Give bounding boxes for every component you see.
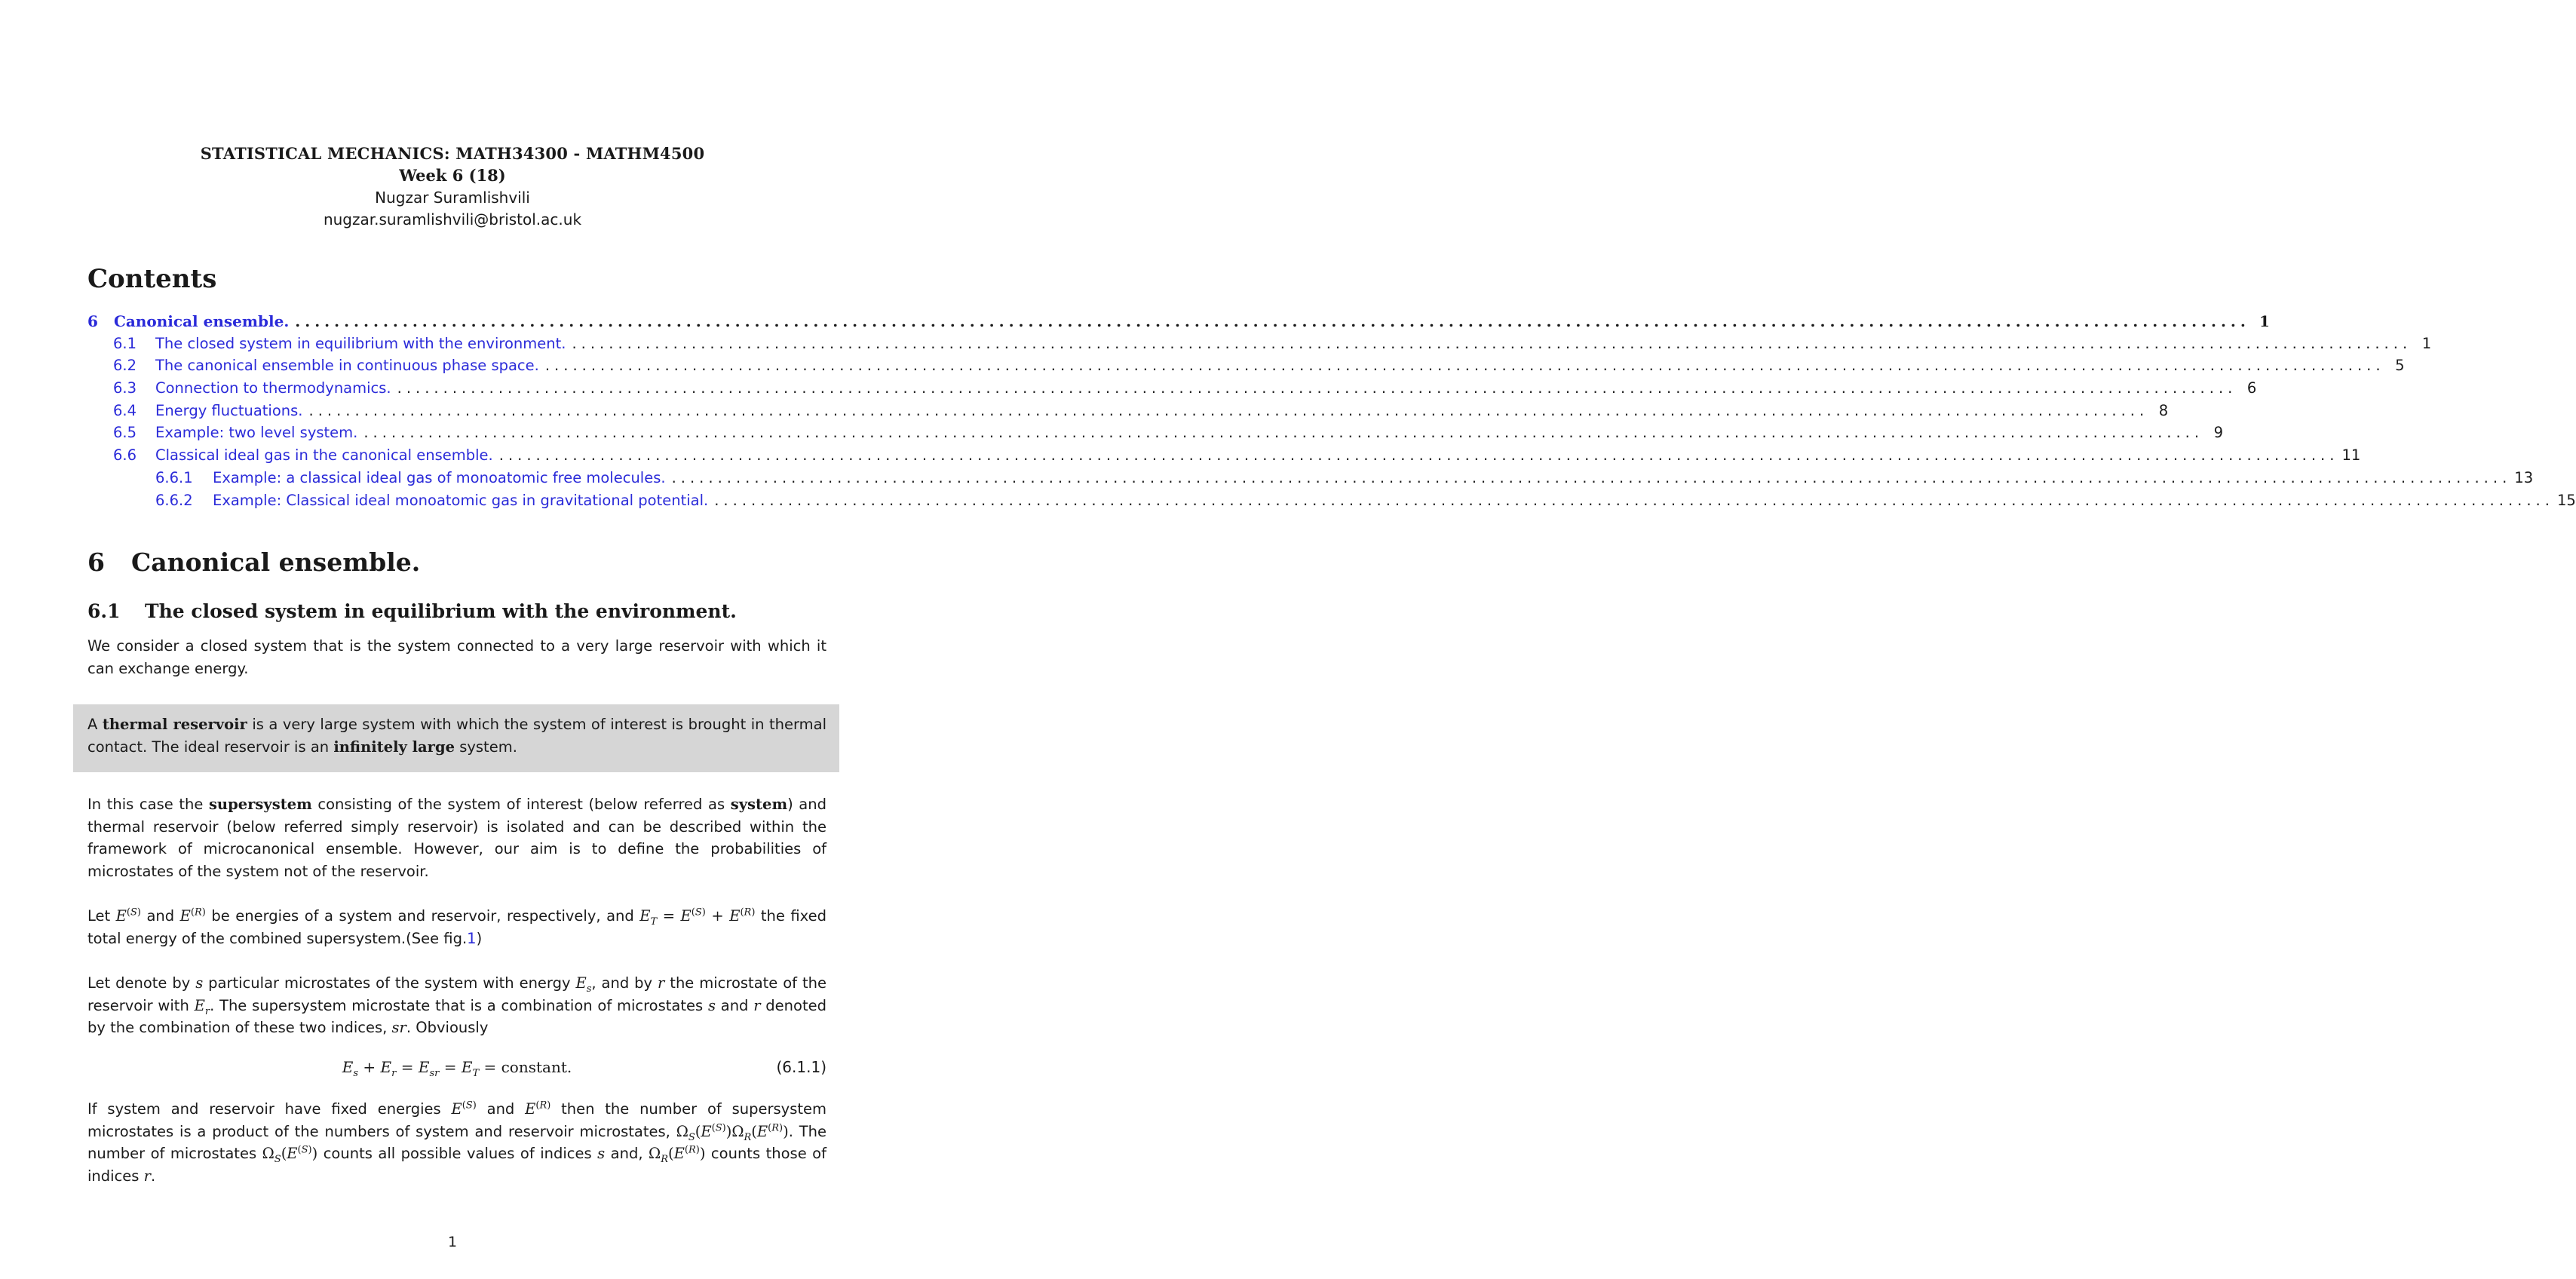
equation-constant: constant. xyxy=(501,1058,572,1076)
toc-dot-leader: ........................................................................................................................................................................................................ xyxy=(498,446,2339,465)
toc-entry-number: 6.3 xyxy=(113,379,137,397)
toc-dot-leader: ........................................................................................................................................................................................................ xyxy=(671,468,2512,486)
section-number: 6 xyxy=(87,547,105,577)
course-title: STATISTICAL MECHANICS: MATH34300 - MATHM4500 xyxy=(200,144,705,163)
toc-entry-page: 1 xyxy=(2421,334,2432,352)
toc-entry-number: 6.1 xyxy=(113,334,137,352)
toc-entry-page: 13 xyxy=(2514,468,2534,486)
toc-entry-number: 6.4 xyxy=(113,401,137,419)
toc-entry-page: 1 xyxy=(2259,312,2270,330)
toc-entry[interactable] xyxy=(87,491,2576,514)
term-infinitely-large: infinitely large xyxy=(333,738,455,756)
toc-entry-label: The canonical ensemble in continuous phase space. xyxy=(155,357,539,375)
toc-entry-label: Energy fluctuations. xyxy=(155,401,303,419)
toc-entry-label: Canonical ensemble. xyxy=(114,312,290,330)
toc-entry-number: 6.6 xyxy=(113,446,137,465)
section-title: Canonical ensemble. xyxy=(131,547,421,577)
toc-entry[interactable] xyxy=(87,468,2534,492)
paragraph-supersystem: In this case the supersystem consisting of the system of interest (below referred as system) and thermal reservoir (below referred simply reservoir) is isolated and can be described within the framework of microcanonical ensemble. However, our aim is to define the probabilities of microstates of the system not of the reservoir. xyxy=(87,796,826,880)
equation-6-1-1 xyxy=(87,1058,826,1081)
paragraph-intro: We consider a closed system that is the system connected to a very large reservoir with which it can exchange energy. xyxy=(87,637,826,677)
term-system: system xyxy=(730,796,788,813)
toc-dot-leader: ........................................................................................................................................................................................................ xyxy=(363,424,2204,442)
toc-entry[interactable] xyxy=(87,357,2405,379)
equation-tag: (6.1.1) xyxy=(776,1058,826,1076)
toc-entry-number: 6.2 xyxy=(113,357,137,375)
toc-entry[interactable] xyxy=(87,334,2432,357)
toc-entry-number: 6.6.1 xyxy=(155,468,193,486)
toc-entry-number: 6.6.2 xyxy=(155,491,193,509)
toc-entry-label: Classical ideal gas in the canonical ensemble. xyxy=(155,446,493,465)
toc-dot-leader: ........................................................................................................................................................................................................ xyxy=(397,379,2237,397)
toc-entry-label: Example: Classical ideal monoatomic gas in gravitational potential. xyxy=(213,491,709,509)
contents-heading: Contents xyxy=(87,264,217,294)
toc-entry-label: Connection to thermodynamics. xyxy=(155,379,391,397)
table-of-contents xyxy=(87,312,2576,514)
toc-entry-page: 5 xyxy=(2395,357,2405,375)
toc-entry-page: 11 xyxy=(2341,446,2361,465)
toc-entry-page: 15 xyxy=(2556,491,2576,509)
paragraph-counting: If system and reservoir have fixed energies $E^{(S)}$ and $E^{(R)}$ then the number of supersystem microstates is a product of the numbers of system and reservoir microstates, $\Omega_S(E^{(S)})\Omega_R(E^{(R)})$. The number of microstates $\Omega_S(E^{(S)})$ counts all possible values of indices s and, $\Omega_R(E^{(R)})$ counts those of indices r. xyxy=(87,1100,827,1185)
toc-entry-number: 6.5 xyxy=(113,424,137,442)
toc-dot-leader: ........................................................................................................................................................................................................ xyxy=(295,312,2250,330)
subsection-number: 6.1 xyxy=(87,600,121,622)
toc-dot-leader: ........................................................................................................................................................................................................ xyxy=(572,334,2412,352)
document-header xyxy=(0,143,905,231)
paragraph-microstates: Let denote by s particular microstates of the system with energy $E_s$, and by r the microstate of the reservoir with $E_r$. The supersystem microstate that is a combination of microstates s and r denoted by the combination of these two indices, sr. Obviously xyxy=(87,974,826,1036)
definition-text: A thermal reservoir is a very large system with which the system of interest is brought in thermal contact. The ideal reservoir is an infinitely large system. xyxy=(87,716,827,756)
figure-reference-link[interactable]: 1 xyxy=(467,929,477,947)
toc-entry-label: Example: two level system. xyxy=(155,424,358,442)
toc-entry[interactable] xyxy=(87,312,2270,335)
page-number: 1 xyxy=(447,1234,458,1250)
subsection-title: The closed system in equilibrium with the environment. xyxy=(145,600,737,622)
section-heading xyxy=(87,547,420,577)
equation-body: $E_s + E_r = E_{sr} = E_T$ = constant. xyxy=(342,1058,572,1079)
term-supersystem: supersystem xyxy=(208,796,312,813)
toc-entry[interactable] xyxy=(87,401,2169,425)
toc-dot-leader: ........................................................................................................................................................................................................ xyxy=(544,357,2385,375)
toc-entry-page: 9 xyxy=(2213,424,2224,442)
definition-box xyxy=(73,704,839,772)
author-email: nugzar.suramlishvili@bristol.ac.uk xyxy=(323,210,582,229)
toc-entry-page: 8 xyxy=(2158,401,2169,419)
toc-entry-label: The closed system in equilibrium with the environment. xyxy=(155,334,566,352)
toc-entry-label: Example: a classical ideal gas of monoatomic free molecules. xyxy=(213,468,666,486)
toc-dot-leader: ........................................................................................................................................................................................................ xyxy=(714,491,2554,509)
author-name: Nugzar Suramlishvili xyxy=(375,189,530,207)
paragraph-energies: Let $E^{(S)}$ and $E^{(R)}$ be energies of a system and reservoir, respectively, and $E_T = E^{(S)} + E^{(R)}$ the fixed total energy of the combined supersystem.(See fig.1) xyxy=(87,906,826,947)
subsection-heading xyxy=(87,600,737,622)
toc-entry[interactable] xyxy=(87,446,2361,469)
term-thermal-reservoir: thermal reservoir xyxy=(102,716,247,733)
toc-entry-number: 6 xyxy=(87,312,98,330)
toc-entry[interactable] xyxy=(87,424,2224,446)
week-label: Week 6 (18) xyxy=(399,166,506,185)
toc-dot-leader: ........................................................................................................................................................................................................ xyxy=(308,401,2149,419)
toc-entry-page: 6 xyxy=(2246,379,2257,397)
toc-entry[interactable] xyxy=(87,379,2257,402)
